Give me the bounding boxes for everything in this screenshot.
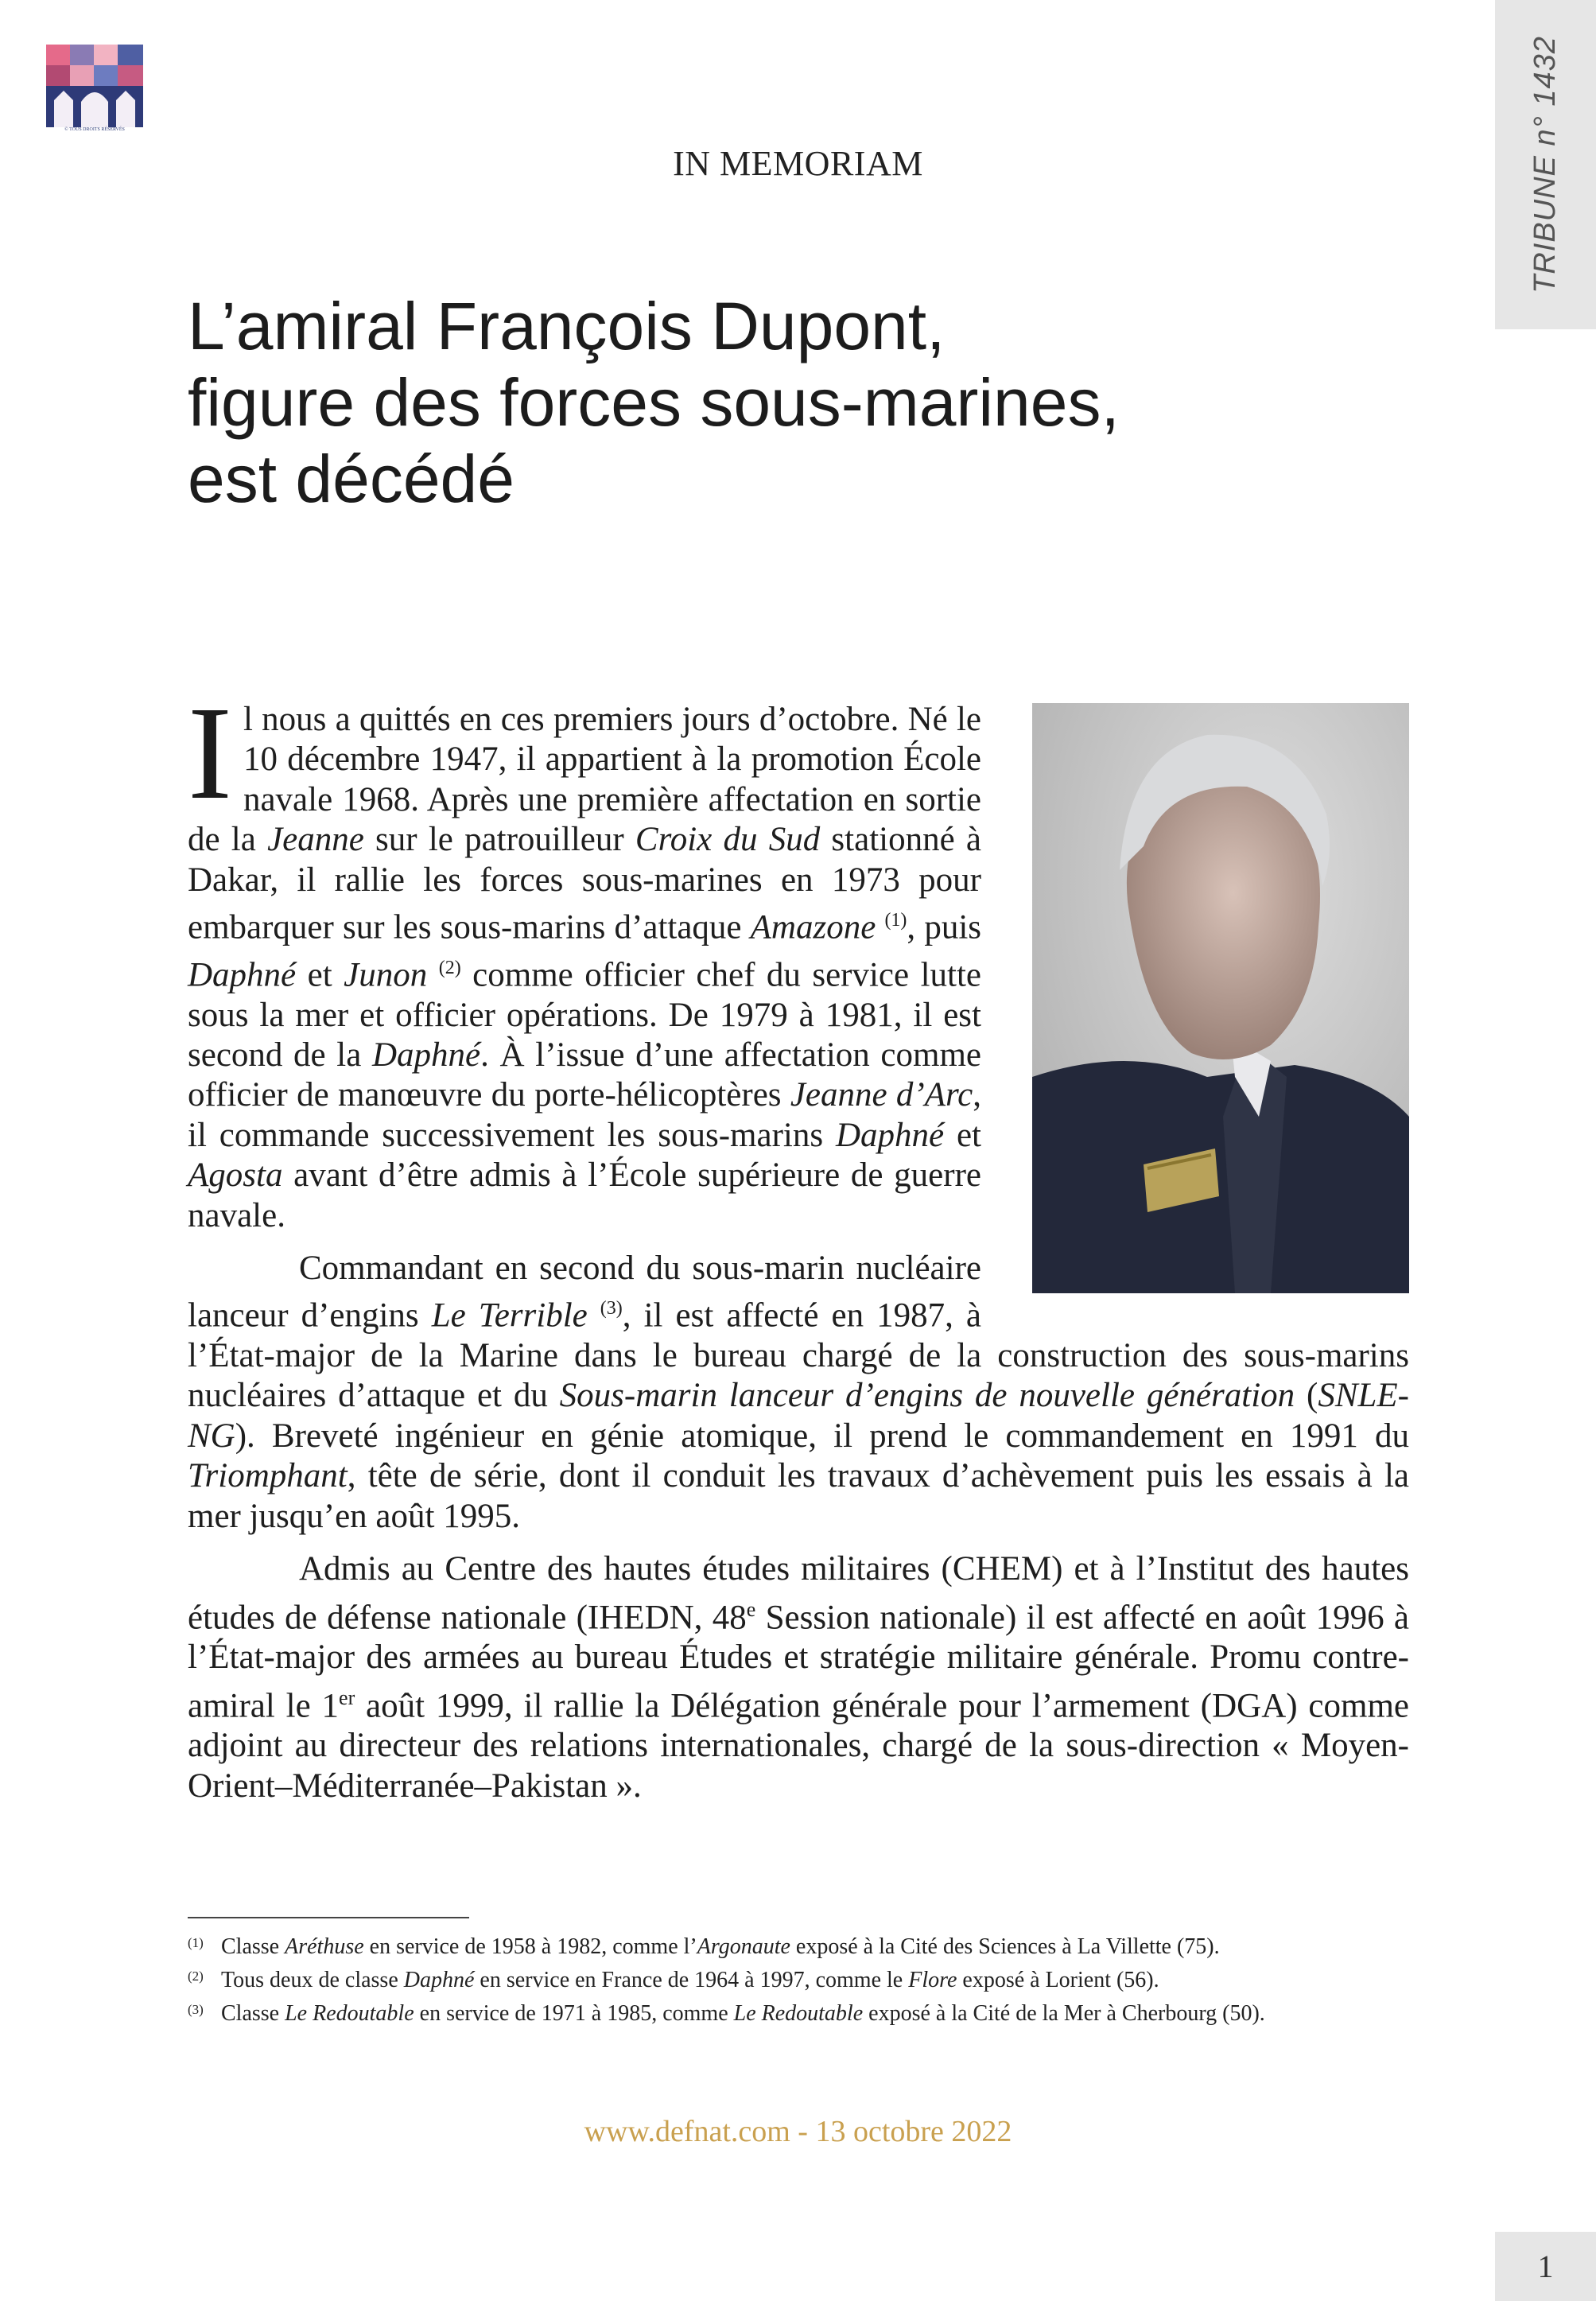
text-run: et [296,956,344,994]
text-run: Classe [221,1934,285,1959]
text-run: en service en France de 1964 à 1997, comme le [474,1968,909,1992]
italic-run: Le Terrible [431,1296,588,1335]
superscript: e [746,1597,756,1621]
text-run: exposé à Lorient (56). [957,1968,1159,1992]
text-run: . À l’issue d’une affectation comme officier de manœuvre du porte-hélicoptères [188,1036,981,1114]
text-run: stationné à Dakar, il rallie les forces sous-marines en 1973 pour embarquer sur les sous-marins d’attaque [188,821,981,946]
italic-run: Amazone [750,908,876,946]
footnote-divider [188,1917,469,1918]
text-run: , puis [907,908,981,946]
text-run: exposé à la Cité de la Mer à Cherbourg (50). [863,2001,1265,2026]
italic-run: Junon [344,956,428,994]
italic-run: Triomphant [188,1457,348,1495]
footnote-2 [188,1961,1460,1995]
italic-run: Aréthuse [285,1934,364,1959]
page-number-tab [1495,2232,1596,2301]
italic-run: Daphné [403,1968,475,1992]
text-run: ( [1295,1377,1318,1415]
page-title [188,288,1380,517]
footnote-1 [188,1928,1460,1961]
text-run: avant d’être admis à l’École supérieure de guerre navale. [188,1156,981,1234]
text-run: Classe [221,2001,285,2026]
italic-run: Jeanne [267,821,364,859]
text-run: Admis au Centre des hautes études militaires (CHEM) et à l’Institut des hautes études de défense nationale (IHEDN, 48 [188,1550,1409,1636]
footnote-number: (3) [188,2002,204,2017]
italic-run: Agosta [188,1156,283,1195]
rubric: IN MEMORIAM [673,144,923,183]
superscript: er [339,1685,355,1709]
title-line-2: figure des forces sous-marines, [188,365,1120,440]
text-run: en service de 1971 à 1985, comme [414,2001,734,2026]
italic-run: Daphné [188,956,297,994]
paragraph-3 [188,1549,1409,1806]
text-run: et [944,1116,981,1154]
text-run: en service de 1958 à 1982, comme l’ [363,1934,697,1959]
italic-run: Jeanne d’Arc [790,1076,973,1114]
italic-run: Argonaute [697,1934,790,1959]
footnote-ref-3[interactable]: (3) [600,1298,623,1320]
footnote-number: (2) [188,1969,204,1984]
italic-run: Sous-marin lanceur d’engins de nouvelle génération [559,1377,1295,1415]
footnote-3 [188,1995,1460,2028]
text-run: Commandant en second du sous-marin nucléaire lanceur d’engins [188,1249,981,1335]
dropcap: I [188,679,232,827]
italic-run: Daphné [835,1116,945,1154]
footnote-ref-2[interactable]: (2) [438,957,461,978]
italic-run: SNLE-NG [188,1377,1409,1455]
text-run: sur le patrouilleur [363,821,635,859]
footer-link[interactable]: www.defnat.com - 13 octobre 2022 [584,2115,1012,2148]
italic-run: Flore [908,1968,957,1992]
footnotes [188,1928,1460,2028]
text-run: , il commande successivement les sous-marins [188,1076,981,1154]
title-line-3: est décédé [188,441,515,516]
tribune-number: TRIBUNE n° 1432 [1528,36,1562,293]
text-run: août 1999, il rallie la Délégation générale pour l’armement (DGA) comme adjoint au directeur des relations internationales, chargé de la sous-direction « Moyen-Orient–Méditerranée–Pakistan ». [188,1686,1409,1805]
italic-run: Daphné [372,1036,481,1074]
footnote-number: (1) [188,1935,204,1950]
logo [46,45,143,138]
text-run: , il est affecté en 1987, à l’État-major de la Marine dans le bureau chargé de la construction des sous-marins nucléaires d’attaque et du [188,1296,1409,1415]
text-run: Tous deux de classe [221,1968,404,1992]
text-run: l nous a quittés en ces premiers jours d’octobre. Né le 10 décembre 1947, il appartient à la promotion École navale 1968. Après une première affectation en sortie de la [188,701,981,859]
text-run: comme officier chef du service lutte sous la mer et officier opérations. De 1979 à 1981, il est second de la [188,956,982,1074]
logo-caption: © TOUS DROITS RÉSERVÉS [64,127,125,132]
italic-run: Croix du Sud [635,821,821,859]
text-run: , tête de série, dont il conduit les travaux d’achèvement puis les essais à la mer jusqu’en août 1995. [188,1457,1409,1535]
italic-run: Le Redoutable [733,2001,864,2026]
text-run: exposé à la Cité des Sciences à La Villette (75). [790,1934,1220,1959]
text-run: ). Breveté ingénieur en génie atomique, il prend le commandement en 1991 du [235,1417,1409,1455]
article-body [188,679,1409,1819]
page-number: 1 [1537,2249,1554,2284]
italic-run: Le Redoutable [285,2001,414,2026]
footnote-ref-1[interactable]: (1) [884,910,907,931]
text-run: Session nationale) il est affecté en août 1996 à l’État-major des armées au bureau Études et stratégie militaire générale. Promu contre-amiral le 1 [188,1598,1409,1724]
title-line-1: L’amiral François Dupont, [188,289,946,363]
portrait-photo [1032,703,1409,1293]
